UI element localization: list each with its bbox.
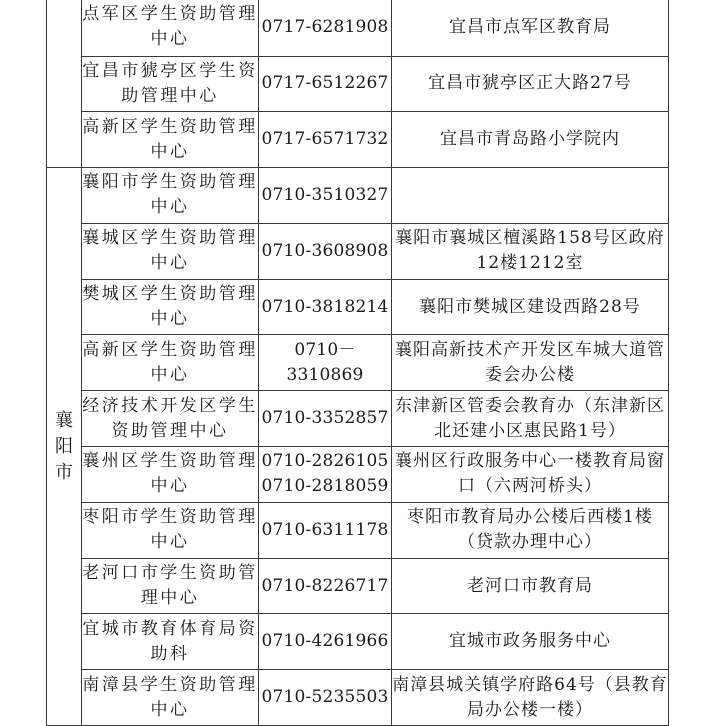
phone-cell — [259, 112, 392, 168]
table-row — [47, 56, 669, 112]
address-cell: 襄阳高新技术产开发区车城大道管委会办公楼 — [392, 335, 669, 391]
address-cell: 襄阳市襄城区檀溪路158号区政府12楼1212室 — [392, 223, 669, 279]
address-cell: 宜昌市青岛路小学院内 — [392, 112, 669, 168]
address-cell: 宜昌市猇亭区正大路27号 — [392, 56, 669, 112]
table-row — [47, 223, 669, 279]
phone-cell — [259, 447, 392, 503]
city-cell-yichang — [47, 0, 82, 168]
center-name: 襄城区学生资助管理中心 — [82, 223, 259, 279]
phone-cell — [259, 502, 392, 558]
phone-number: 0717-6512267 — [261, 73, 389, 94]
table-row — [47, 0, 669, 56]
center-name: 樊城区学生资助管理中心 — [82, 279, 259, 335]
phone-number: 0710-3510327 — [261, 184, 389, 205]
phone-number: 0710-3352857 — [261, 408, 389, 429]
phone-number: 0710-3818214 — [261, 296, 389, 317]
phone-number: 0710-8226717 — [261, 575, 389, 596]
phone-cell — [259, 223, 392, 279]
phone-cell — [259, 335, 392, 391]
address-cell: 南漳县城关镇学府路64号（县教育局办公楼一楼） — [392, 670, 669, 726]
table-row — [47, 279, 669, 335]
phone-cell — [259, 279, 392, 335]
center-name: 高新区学生资助管理中心 — [82, 112, 259, 168]
address-cell: 襄阳市樊城区建设西路28号 — [392, 279, 669, 335]
phone-number: 0717-6281908 — [261, 16, 389, 37]
contact-table — [46, 0, 669, 726]
phone-number: 0710-2826105 — [261, 451, 389, 472]
phone-number: 0710-5235503 — [261, 687, 389, 708]
table-row — [47, 335, 669, 391]
phone-number: 0710-6311178 — [261, 519, 389, 540]
center-name: 经济技术开发区学生资助管理中心 — [82, 391, 259, 447]
center-name: 点军区学生资助管理中心 — [82, 0, 259, 56]
address-cell — [392, 168, 669, 224]
center-name: 枣阳市学生资助管理中心 — [82, 502, 259, 558]
phone-cell — [259, 670, 392, 726]
table-row — [47, 168, 669, 224]
phone-cell — [259, 56, 392, 112]
phone-number: 0710-4261966 — [261, 631, 389, 652]
center-name: 宜昌市猇亭区学生资助管理中心 — [82, 56, 259, 112]
center-name: 高新区学生资助管理中心 — [82, 335, 259, 391]
phone-cell — [259, 391, 392, 447]
table-row — [47, 558, 669, 614]
city-label: 襄阳市 — [55, 409, 73, 483]
table-row — [47, 447, 669, 503]
address-cell: 东津新区管委会教育办（东津新区北还建小区惠民路1号） — [392, 391, 669, 447]
phone-cell — [259, 558, 392, 614]
table-row — [47, 502, 669, 558]
phone-number: 0710-3608908 — [261, 240, 389, 261]
table-row — [47, 112, 669, 168]
table-row — [47, 670, 669, 726]
center-name: 南漳县学生资助管理中心 — [82, 670, 259, 726]
center-name: 宜城市教育体育局资助科 — [82, 614, 259, 670]
address-cell: 老河口市教育局 — [392, 558, 669, 614]
phone-cell — [259, 168, 392, 224]
address-cell: 襄州区行政服务中心一楼教育局窗口（六两河桥头） — [392, 447, 669, 503]
phone-cell — [259, 614, 392, 670]
city-cell-xiangyang — [47, 168, 82, 726]
phone-cell — [259, 0, 392, 56]
address-cell: 枣阳市教育局办公楼后西楼1楼（贷款办理中心） — [392, 502, 669, 558]
table-row — [47, 391, 669, 447]
table-row — [47, 614, 669, 670]
phone-number: 0710－3310869 — [286, 339, 364, 385]
center-name: 老河口市学生资助管理中心 — [82, 558, 259, 614]
center-name: 襄州区学生资助管理中心 — [82, 447, 259, 503]
phone-number: 0710-2818059 — [261, 476, 389, 497]
address-cell: 宜昌市点军区教育局 — [392, 0, 669, 56]
address-cell: 宜城市政务服务中心 — [392, 614, 669, 670]
center-name: 襄阳市学生资助管理中心 — [82, 168, 259, 224]
phone-number: 0717-6571732 — [261, 129, 389, 150]
